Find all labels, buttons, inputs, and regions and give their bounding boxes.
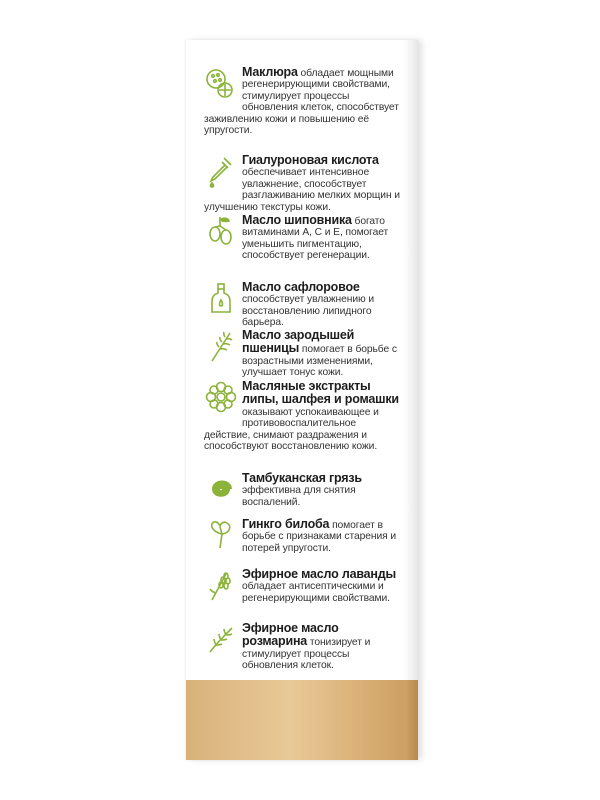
ingredient-herbal-extracts	[204, 380, 402, 452]
rosemary-icon	[204, 622, 238, 662]
gold-band	[186, 680, 418, 760]
ingredient-hyaluronic	[204, 154, 402, 213]
ingredient-tambukan-mud	[204, 472, 402, 512]
ingredient-text: тонизирует и стимулирует процессы обновления клеток.	[242, 637, 371, 672]
ingredient-text: оказывают успокаивающее и противовоспалительное действие, снимают раздражения и способствуют восстановлению кожи.	[204, 406, 379, 453]
ingredient-ginkgo	[204, 518, 402, 558]
rosehip-icon	[204, 214, 238, 254]
ingredient-title: Масло сафлоровое	[242, 280, 360, 294]
ingredient-text: помогает в борьбе с возрастными изменениями, улучшает тонус кожи.	[242, 344, 397, 379]
ingredient-title: Гинкго билоба	[242, 517, 330, 531]
ingredient-text: обладает мощными регенерирующими свойствами, стимулирует процессы обновления клеток, способствует заживлению кожи и повышению её упругости.	[204, 68, 399, 137]
ingredient-text: способствует увлажнению и восстановлению липидного барьера.	[242, 294, 375, 329]
ingredient-text: богато витаминами А, С и Е, помогает уменьшить пигментацию, способствует регенерации.	[242, 216, 389, 262]
ingredient-safflower	[204, 281, 402, 329]
ingredient-title: Масло шиповника	[242, 213, 352, 227]
ingredient-text: обладает антисептическими и регенерирующими свойствами.	[242, 581, 390, 604]
gold-band-edge	[404, 680, 418, 760]
ingredient-maclura	[204, 66, 402, 136]
ingredient-title: Гиалуроновая кислота	[242, 153, 379, 167]
ingredient-text: эффективна для снятия воспалений.	[242, 485, 356, 508]
wheat-icon	[204, 329, 238, 369]
flower-icon	[204, 380, 238, 420]
spiral-mud-icon	[204, 472, 238, 512]
ingredient-wheat-germ	[204, 329, 402, 379]
ingredient-title: Маклюра	[242, 65, 298, 79]
ingredient-rosehip	[204, 214, 402, 262]
ingredient-title: Тамбуканская грязь	[242, 471, 362, 485]
ingredient-title: Масло зародышей пшеницы	[242, 328, 355, 356]
ginkgo-leaf-icon	[204, 518, 238, 558]
ingredient-title: Эфирное масло розмарина	[242, 621, 339, 649]
ingredient-text: обеспечивает интенсивное увлажнение, способствует разглаживанию мелких морщин и улучшению текстуры кожи.	[204, 167, 400, 213]
oil-bottle-icon	[204, 281, 238, 321]
dropper-icon	[204, 154, 238, 194]
ingredient-lavender	[204, 568, 402, 608]
ingredient-title: Эфирное масло лаванды	[242, 567, 396, 581]
lavender-icon	[204, 568, 238, 608]
box-side-shade	[404, 40, 418, 680]
ingredient-rosemary	[204, 622, 402, 672]
ingredient-text: помогает в борьбе с признаками старения и потерей упругости.	[242, 520, 396, 554]
maclura-fruit-icon	[204, 66, 238, 106]
ingredient-title: Масляные экстракты липы, шалфея и ромашки	[242, 379, 399, 407]
